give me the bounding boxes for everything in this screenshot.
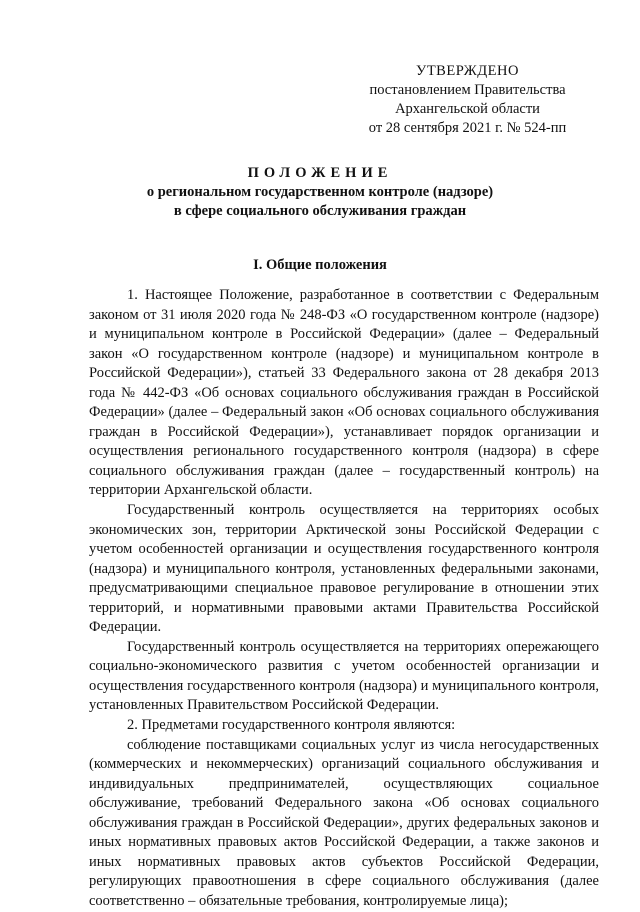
- section-heading: I. Общие положения: [253, 257, 387, 273]
- title-subtitle-2: в сфере социального обслуживания граждан: [173, 203, 467, 219]
- approval-label: УТВЕРЖДЕНО: [416, 63, 519, 79]
- approval-line-1: постановлением Правительства: [369, 82, 566, 98]
- document-title: [90, 164, 550, 221]
- paragraph-2: Государственный контроль осуществляется на территориях особых экономических зон, территории Арктической зоны Российской Федерации с учетом особенностей организации и осуществления государственного контроля (надзора) и муниципального контроля, установленных федеральными законами, предусматривающими специальное правовое регулирование в отношении этих территорий, и нормативными правовыми актами Правительства Российской Федерации.: [89, 502, 599, 636]
- paragraph-5: соблюдение поставщиками социальных услуг из числа негосударственных (коммерческих и некоммерческих) организаций социального обслуживания и индивидуальных предпринимателей, осуществляющих социальное обслуживание, требований Федерального закона «Об основах социального обслуживания граждан в Российской Федерации», других федеральных законов и иных нормативных правовых актов Российской Федерации, а также законов и иных нормативных правовых актов субъектов Российской Федерации, регулирующих правоотношения в сфере социального обслуживания (далее соответственно – обязательные требования, контролируемые лица);: [89, 736, 599, 909]
- approval-line-3: от 28 сентября 2021 г. № 524-пп: [368, 120, 567, 136]
- paragraph-4: 2. Предметами государственного контроля являются:: [127, 717, 456, 734]
- title-main: ПОЛОЖЕНИЕ: [247, 165, 393, 181]
- paragraph-3: Государственный контроль осуществляется на территориях опережающего социально-экономического развития с учетом особенностей организации и осуществления государственного контроля (надзора) и муниципального контроля, установленных Правительством Российской Федерации.: [89, 638, 599, 714]
- title-subtitle-1: о региональном государственном контроле (надзоре): [146, 184, 494, 200]
- body-text: [89, 286, 599, 912]
- approval-line-2: Архангельской области: [395, 101, 540, 117]
- approval-stamp: [360, 62, 575, 138]
- paragraph-1: 1. Настоящее Положение, разработанное в соответствии с Федеральным законом от 31 июля 2020 года № 248-ФЗ «О государственном контроле (надзоре) и муниципальном контроле в Российской Федерации» (далее – Федеральный закон «О государственном контроле (надзоре) и муниципальном контроле в Российской Федерации»), статьей 33 Федерального закона от 28 декабря 2013 года № 442-ФЗ «Об основах социального обслуживания граждан в Российской Федерации» (далее – Федеральный закон «Об основах социального обслуживания граждан в Российской Федерации»), устанавливает порядок организации и осуществления регионального государственного контроля (надзора) в сфере социального обслуживания граждан (далее – государственный контроль) на территории Архангельской области.: [89, 287, 599, 499]
